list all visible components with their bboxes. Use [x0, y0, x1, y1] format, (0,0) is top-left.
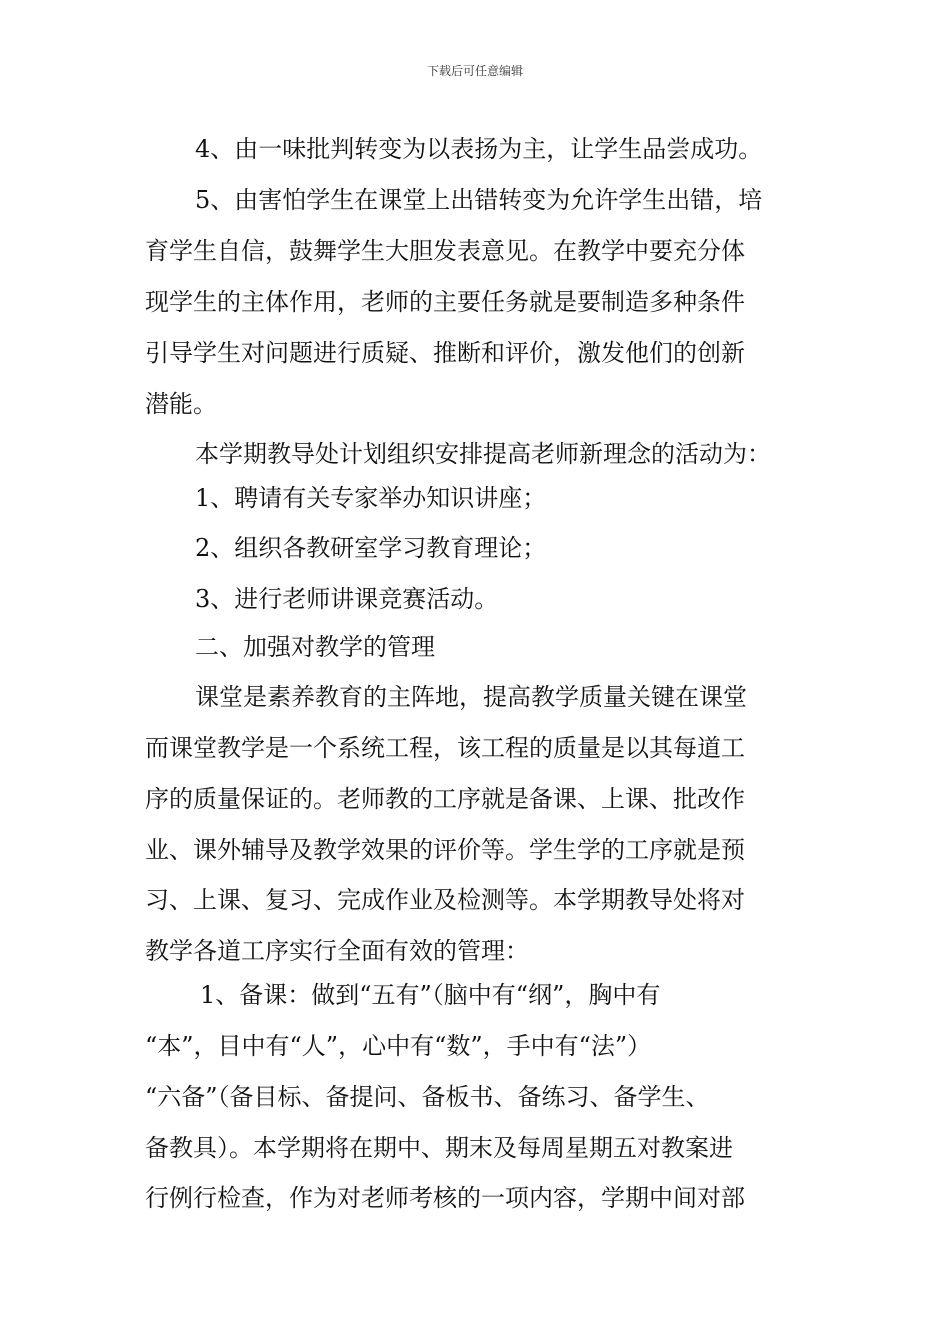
- paragraph-line: 课堂是素养教育的主阵地，提高教学质量关键在课堂: [195, 683, 747, 711]
- paragraph-line: “六备”（备目标、备提问、备板书、备练习、备学生、: [145, 1083, 710, 1111]
- paragraph-line: 序的质量保证的。老师教的工序就是备课、上课、批改作: [145, 785, 745, 813]
- paragraph-line: 育学生自信，鼓舞学生大胆发表意见。在教学中要充分体: [145, 237, 745, 265]
- paragraph-line: 4、由一味批判转变为以表扬为主，让学生品尝成功。: [195, 135, 763, 163]
- paragraph-line: 1、备课：做到“五有”（脑中有“纲”，胸中有: [200, 981, 661, 1009]
- paragraph-line: 而课堂教学是一个系统工程，该工程的质量是以其每道工: [145, 734, 745, 762]
- paragraph-line: 备教具）。本学期将在期中、期末及每周星期五对教案进: [145, 1134, 733, 1162]
- page-header-watermark: 下载后可任意编辑: [426, 64, 523, 78]
- paragraph-line: 现学生的主体作用，老师的主要任务就是要制造多种条件: [145, 288, 745, 316]
- paragraph-line: 业、课外辅导及教学效果的评价等。学生学的工序就是预: [145, 836, 745, 864]
- paragraph-line: 引导学生对问题进行质疑、推断和评价，激发他们的创新: [145, 339, 745, 367]
- list-item: 3、进行老师讲课竞赛活动。: [195, 585, 499, 613]
- paragraph-line: 潜能。: [145, 390, 217, 418]
- paragraph-line: 5、由害怕学生在课堂上出错转变为允许学生出错，培: [195, 186, 763, 214]
- paragraph-line: “本”，目中有“人”，心中有“数”，手中有“法”）: [145, 1032, 652, 1060]
- section-heading: 二、加强对教学的管理: [195, 633, 435, 661]
- list-item: 1、聘请有关专家举办知识讲座；: [195, 484, 547, 512]
- paragraph-line: 行例行检查，作为对老师考核的一项内容，学期中间对部: [145, 1184, 745, 1212]
- paragraph-line: 本学期教导处计划组织安排提高老师新理念的活动为：: [195, 440, 771, 468]
- list-item: 2、组织各教研室学习教育理论；: [195, 534, 547, 562]
- paragraph-line: 教学各道工序实行全面有效的管理：: [145, 937, 529, 965]
- paragraph-line: 习、上课、复习、完成作业及检测等。本学期教导处将对: [145, 886, 745, 914]
